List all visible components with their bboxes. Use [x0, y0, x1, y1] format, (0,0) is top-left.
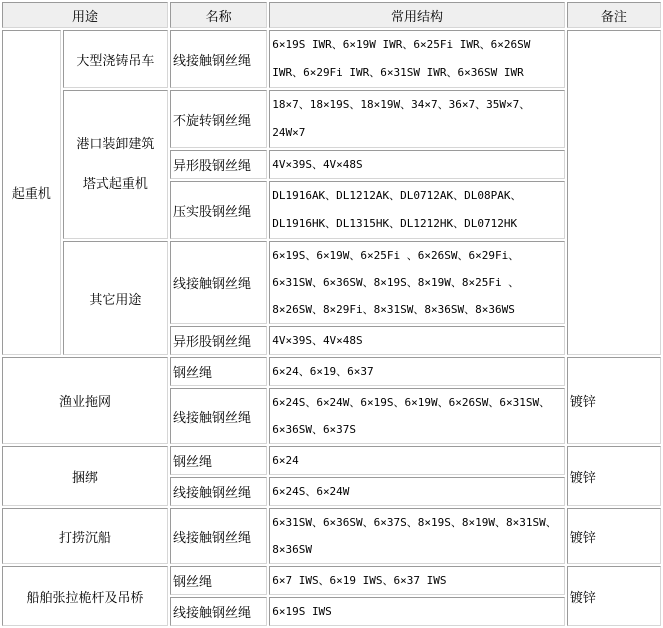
subcategory-other: 其它用途	[63, 241, 168, 355]
rope-name: 异形股钢丝绳	[170, 150, 267, 179]
category-salvage: 打捞沉船	[2, 508, 168, 564]
header-usage: 用途	[2, 2, 168, 28]
rope-name: 线接触钢丝绳	[170, 388, 267, 444]
rope-structure: 4V×39S、4V×48S	[269, 326, 565, 355]
category-fishing: 渔业拖网	[2, 357, 168, 444]
header-structure: 常用结构	[269, 2, 565, 28]
subcategory-casting: 大型浇铸吊车	[63, 30, 168, 88]
header-row	[2, 2, 661, 28]
table-row	[2, 566, 661, 595]
rope-structure: 6×19S IWR、6×19W IWR、6×25Fi IWR、6×26SW IWR、6×29Fi IWR、6×31SW IWR、6×36SW IWR	[269, 30, 565, 88]
rope-name: 线接触钢丝绳	[170, 508, 267, 564]
subcategory-port-line2: 塔式起重机	[82, 176, 148, 192]
rope-name: 线接触钢丝绳	[170, 597, 267, 626]
note-cell-lifting	[567, 30, 661, 355]
rope-name: 钢丝绳	[170, 446, 267, 475]
rope-name: 压实股钢丝绳	[170, 181, 267, 239]
category-lifting: 起重机	[2, 30, 61, 355]
category-ship: 船舶张拉桅杆及吊桥	[2, 566, 168, 626]
rope-structure: 6×7 IWS、6×19 IWS、6×37 IWS	[269, 566, 565, 595]
note-ship: 镀锌	[567, 566, 661, 626]
rope-name: 钢丝绳	[170, 566, 267, 595]
table-row	[2, 446, 661, 475]
subcategory-port	[63, 90, 168, 239]
rope-name: 异形股钢丝绳	[170, 326, 267, 355]
table-row	[2, 508, 661, 564]
rope-structure: 6×24、6×19、6×37	[269, 357, 565, 386]
rope-structure: 18×7、18×19S、18×19W、34×7、36×7、35W×7、24W×7	[269, 90, 565, 148]
rope-structure: 6×24	[269, 446, 565, 475]
rope-structure: 6×19S、6×19W、6×25Fi 、6×26SW、6×29Fi、6×31SW、6×36SW、8×19S、8×19W、8×25Fi 、8×26SW、8×29Fi、8×31SW、8×36SW、8×36WS	[269, 241, 565, 324]
rope-structure: 6×19S IWS	[269, 597, 565, 626]
rope-name: 线接触钢丝绳	[170, 241, 267, 324]
header-note: 备注	[567, 2, 661, 28]
note-binding: 镀锌	[567, 446, 661, 506]
rope-name: 线接触钢丝绳	[170, 477, 267, 506]
rope-name: 不旋转钢丝绳	[170, 90, 267, 148]
rope-structure: 6×31SW、6×36SW、6×37S、8×19S、8×19W、8×31SW、8×36SW	[269, 508, 565, 564]
rope-structure: 6×24S、6×24W	[269, 477, 565, 506]
subcategory-port-line1: 港口装卸建筑	[76, 136, 155, 152]
rope-name: 线接触钢丝绳	[170, 30, 267, 88]
rope-name: 钢丝绳	[170, 357, 267, 386]
rope-structure: 6×24S、6×24W、6×19S、6×19W、6×26SW、6×31SW、6×36SW、6×37S	[269, 388, 565, 444]
rope-structure: DL1916AK、DL1212AK、DL0712AK、DL08PAK、DL1916HK、DL1315HK、DL1212HK、DL0712HK	[269, 181, 565, 239]
table-row	[2, 241, 661, 324]
table-row	[2, 357, 661, 386]
note-salvage: 镀锌	[567, 508, 661, 564]
note-fishing: 镀锌	[567, 357, 661, 444]
table-row	[2, 30, 661, 88]
category-binding: 捆绑	[2, 446, 168, 506]
table-row	[2, 90, 661, 148]
rope-structure: 4V×39S、4V×48S	[269, 150, 565, 179]
header-name: 名称	[170, 2, 267, 28]
